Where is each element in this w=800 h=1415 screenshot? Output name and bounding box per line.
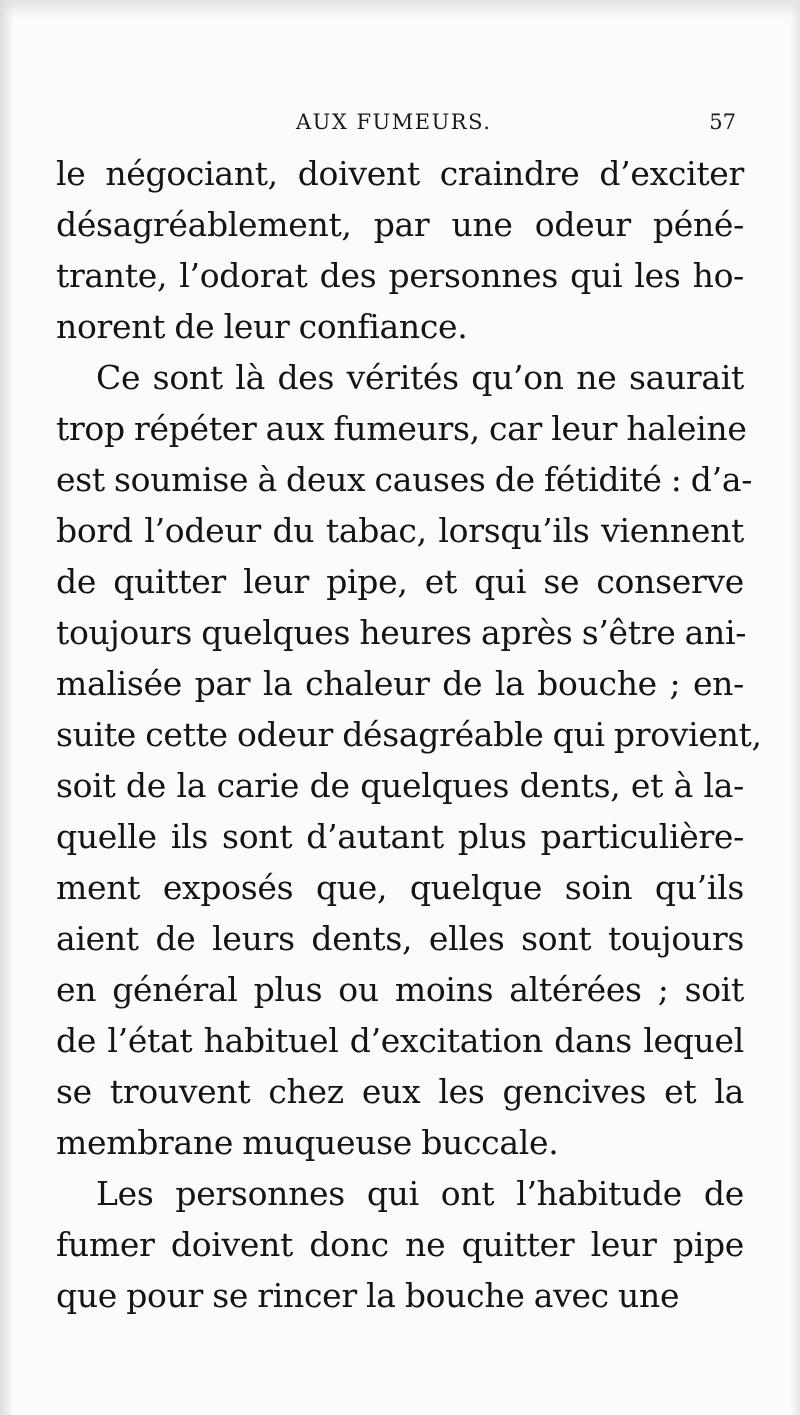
text-line: malisée par la chaleur de la bouche ; en- — [56, 664, 744, 703]
text-line: se trouvent chez eux les gencives et la — [56, 1072, 744, 1111]
running-title: AUX FUMEURS. — [296, 110, 492, 134]
text-line: aient de leurs dents, elles sont toujours — [56, 919, 744, 958]
page-edge-shadow-right — [790, 0, 800, 1415]
text-line: ment exposés que, quelque soin qu’ils — [56, 868, 744, 907]
text-line: est soumise à deux causes de fétidité : d’a- — [56, 460, 753, 499]
text-line: trop répéter aux fumeurs, car leur haleine — [56, 409, 747, 448]
text-line: norent de leur confiance. — [56, 307, 468, 346]
text-line: de l’état habituel d’excitation dans lequel — [56, 1021, 744, 1060]
page-number: 57 — [709, 110, 736, 134]
text-line: Les personnes qui ont l’habitude de — [96, 1174, 744, 1213]
body-text — [56, 148, 762, 1321]
text-line: quelle ils sont d’autant plus particulière- — [56, 817, 744, 856]
text-line: Ce sont là des vérités qu’on ne saurait — [96, 358, 744, 397]
text-line: soit de la carie de quelques dents, et à la- — [56, 766, 744, 805]
text-line: membrane muqueuse buccale. — [56, 1123, 559, 1162]
text-line: en général plus ou moins altérées ; soit — [56, 970, 744, 1009]
text-line: suite cette odeur désagréable qui provient, — [56, 715, 762, 754]
running-header — [56, 110, 742, 140]
text-line: que pour se rincer la bouche avec une — [56, 1276, 680, 1315]
paragraph — [56, 148, 744, 352]
text-line: le négociant, doivent craindre d’exciter — [56, 154, 744, 193]
text-line: toujours quelques heures après s’être ani- — [56, 613, 747, 652]
paragraph — [56, 352, 762, 1168]
page-edge-shadow-top — [0, 0, 800, 18]
page-edge-shadow-left — [0, 0, 14, 1415]
text-line: fumer doivent donc ne quitter leur pipe — [56, 1225, 744, 1264]
text-line: de quitter leur pipe, et qui se conserve — [56, 562, 744, 601]
text-line: bord l’odeur du tabac, lorsqu’ils viennent — [56, 511, 744, 550]
paragraph — [56, 1168, 744, 1321]
text-line: désagréablement, par une odeur péné- — [56, 205, 744, 244]
text-line: trante, l’odorat des personnes qui les ho- — [56, 256, 744, 295]
